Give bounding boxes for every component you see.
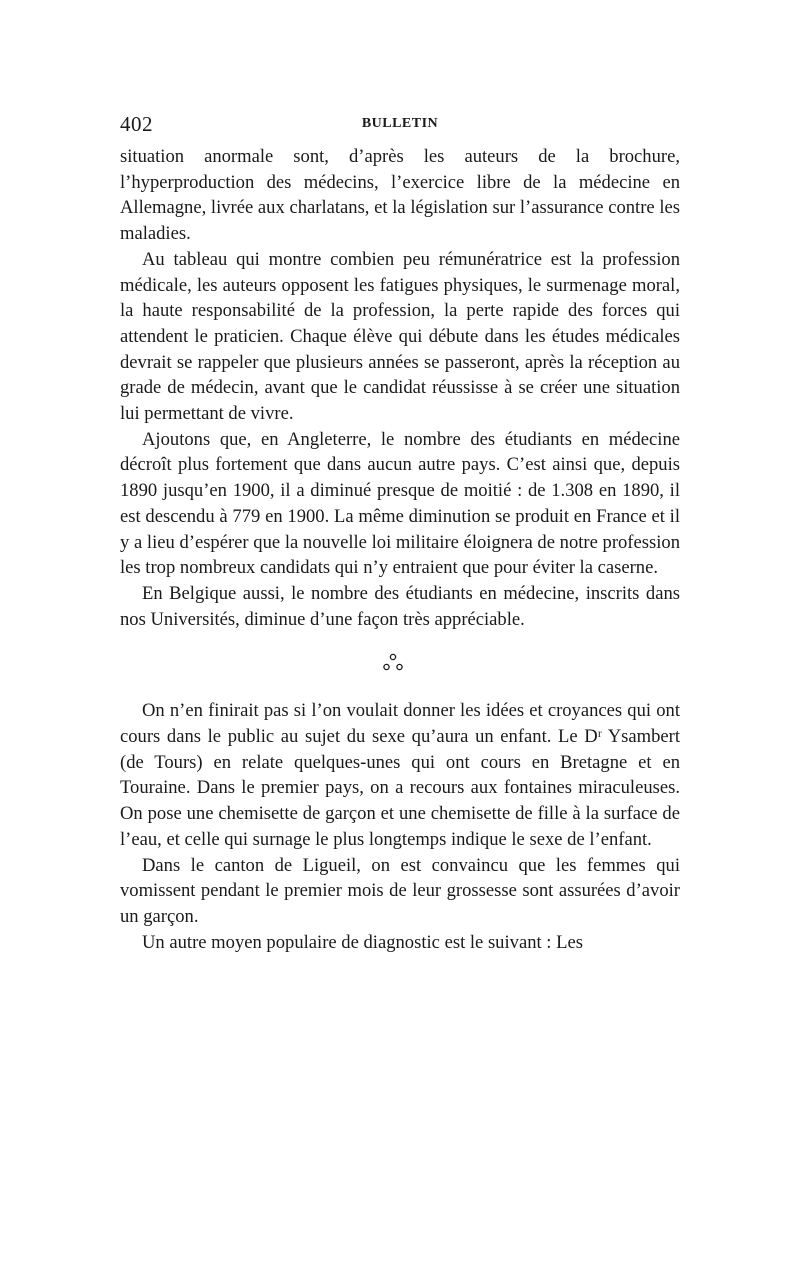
- paragraph-diagnostic: Un autre moyen populaire de diagnostic est le suivant : Les: [142, 931, 583, 953]
- paragraph-sex-beliefs: On n’en finirait pas si l’on voulait donner les idées et croyances qui ont cours dans le public au sujet du sexe qu’aura un enfant. Le Dʳ Ysambert (de Tours) en relate quelques-unes qui ont cours en Bretagne et en Touraine. Dans le premier pays, on a recours aux fontaines miraculeuses. On pose une chemisette de garçon et une chemisette de fille à la surface de l’eau, et celle qui surnage le plus longtemps indique le sexe de l’enfant.: [120, 700, 680, 850]
- paragraph-ligueil: Dans le canton de Ligueil, on est convaincu que les femmes qui vomissent pendant le premier mois de leur grossesse sont assurées d’avoir un garçon.: [120, 854, 680, 927]
- asterism-icon: [382, 652, 404, 674]
- section-separator: [120, 632, 680, 698]
- page-number: 402: [120, 112, 153, 136]
- paragraph-england-students: Ajoutons que, en Angleterre, le nombre des étudiants en médecine décroît plus fortement que dans aucun autre pays. C’est ainsi que, depuis 1890 jusqu’en 1900, il a diminué presque de moitié : de 1.308 en 1890, il est descendu à 779 en 1900. La même diminution se produit en France et il y a lieu d’espérer que la nouvelle loi militaire éloignera de notre profession les trop nombreux candidats qui n’y entraient que pour éviter la caserne.: [120, 428, 680, 579]
- running-title: BULLETIN: [361, 116, 439, 131]
- paragraph-belgium: En Belgique aussi, le nombre des étudiants en médecine, inscrits dans nos Universités, diminue d’une façon très appréciable.: [120, 582, 680, 630]
- paragraph-profession-fatigue: Au tableau qui montre combien peu rémunératrice est la profession médicale, les auteurs opposent les fatigues physiques, le surmenage moral, la haute responsabilité de la profession, la perte rapide des forces qui attendent le praticien. Chaque élève qui débute dans les études médicales devrait se rappeler que plusieurs années se passeront, après la réception au grade de médecin, avant que le candidat réussisse à se créer une situation lui permettant de vivre.: [120, 248, 680, 425]
- paragraph-continuation: situation anormale sont, d’après les auteurs de la brochure, l’hyperproduction des médecins, l’exercice libre de la médecine en Allemagne, livrée aux charlatans, et la législation sur l’assurance contre les maladies.: [120, 146, 680, 245]
- running-head: [120, 110, 680, 144]
- book-page: [120, 110, 680, 955]
